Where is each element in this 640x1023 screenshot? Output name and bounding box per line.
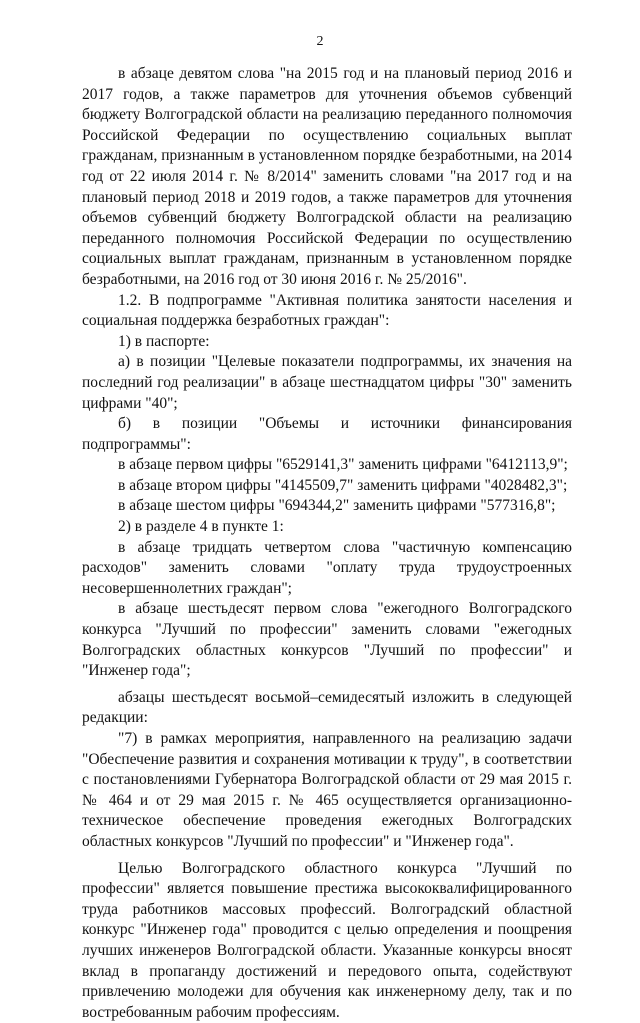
paragraph-funding-first: в абзаце первом цифры "6529141,3" заменить цифрами "6412113,9"; <box>118 456 568 474</box>
paragraph-compensation: в абзаце тридцать четвертом слова "частичную компенсацию расходов" заменить словами "оплату труда трудоустроенных несовершеннолетних граждан"; <box>82 538 572 597</box>
paragraph-subprogram-heading: 1.2. В подпрограмме "Активная политика занятости населения и социальная поддержка безработных граждан": <box>82 291 572 330</box>
paragraph-funding-sources: б) в позиции "Объемы и источники финансирования подпрограммы": <box>82 415 572 453</box>
document-body <box>82 64 572 1023</box>
paragraph-funding-sixth: в абзаце шестом цифры "694344,2" заменить цифрами "577316,8"; <box>118 497 556 515</box>
page-number: 2 <box>316 34 324 49</box>
paragraph-item-7: "7) в рамках мероприятия, направленного на реализацию задачи "Обеспечение развития и сохранения мотивации к труду", в соответствии с постановлениями Губернатора Волгоградской области от 29 мая 2015 г. № 464 и от 29 мая 2015 г. № 465 осуществляется организационно-техническое обеспечение проведения ежегодных Волгоградских областных конкурсов "Лучший по профессии" и "Инженер года". <box>82 730 572 850</box>
paragraph-contest-wording: в абзаце шестьдесят первом слова "ежегодного Волгоградского конкурса "Лучший по профессии" заменить словами "ежегодных Волгоградских областных конкурсов "Лучший по профессии" и "Инженер года"; <box>82 600 572 680</box>
paragraph-contest-goals: Целью Волгоградского областного конкурса "Лучший по профессии" является повышение престижа высококвалифицированного труда работников массовых профессий. Волгоградский областной конкурс "Инженер года" проводится с целью определения и поощрения лучших инженеров Волгоградской области. Указанные конкурсы вносят вклад в пропаганду достижений и передового опыта, содействуют привлечению молодежи для обучения как инженерному делу, так и по востребованным рабочим профессиям. <box>82 859 572 1021</box>
paragraph-passport: 1) в паспорте: <box>118 332 210 350</box>
paragraph-section-4: 2) в разделе 4 в пункте 1: <box>118 518 284 536</box>
paragraph-new-edition: абзацы шестьдесят восьмой–семидесятый изложить в следующей редакции: <box>82 688 572 727</box>
paragraph-funding-second: в абзаце втором цифры "4145509,7" заменить цифрами "4028482,3"; <box>118 476 568 494</box>
paragraph-target-indicators: а) в позиции "Целевые показатели подпрограммы, их значения на последний год реализации" в абзаце шестнадцатом цифры "30" заменить цифрами "40"; <box>82 353 572 412</box>
paragraph-budget-params: в абзаце девятом слова "на 2015 год и на плановый период 2016 и 2017 годов, а также параметров для уточнения объемов субвенций бюджету Волгоградской области на реализацию переданного полномочия Российской Федерации по осуществлению социальных выплат гражданам, признанным в установленном порядке безработными, на 2014 год от 22 июля 2014 г. № 8/2014" заменить словами "на 2017 год и на плановый период 2018 и 2019 годов, а также параметров для уточнения объемов субвенций бюджету Волгоградской области на реализацию переданного полномочия Российской Федерации по осуществлению социальных выплат гражданам, признанным в установленном порядке безработными, на 2016 год от 30 июня 2016 г. № 25/2016". <box>82 65 572 288</box>
